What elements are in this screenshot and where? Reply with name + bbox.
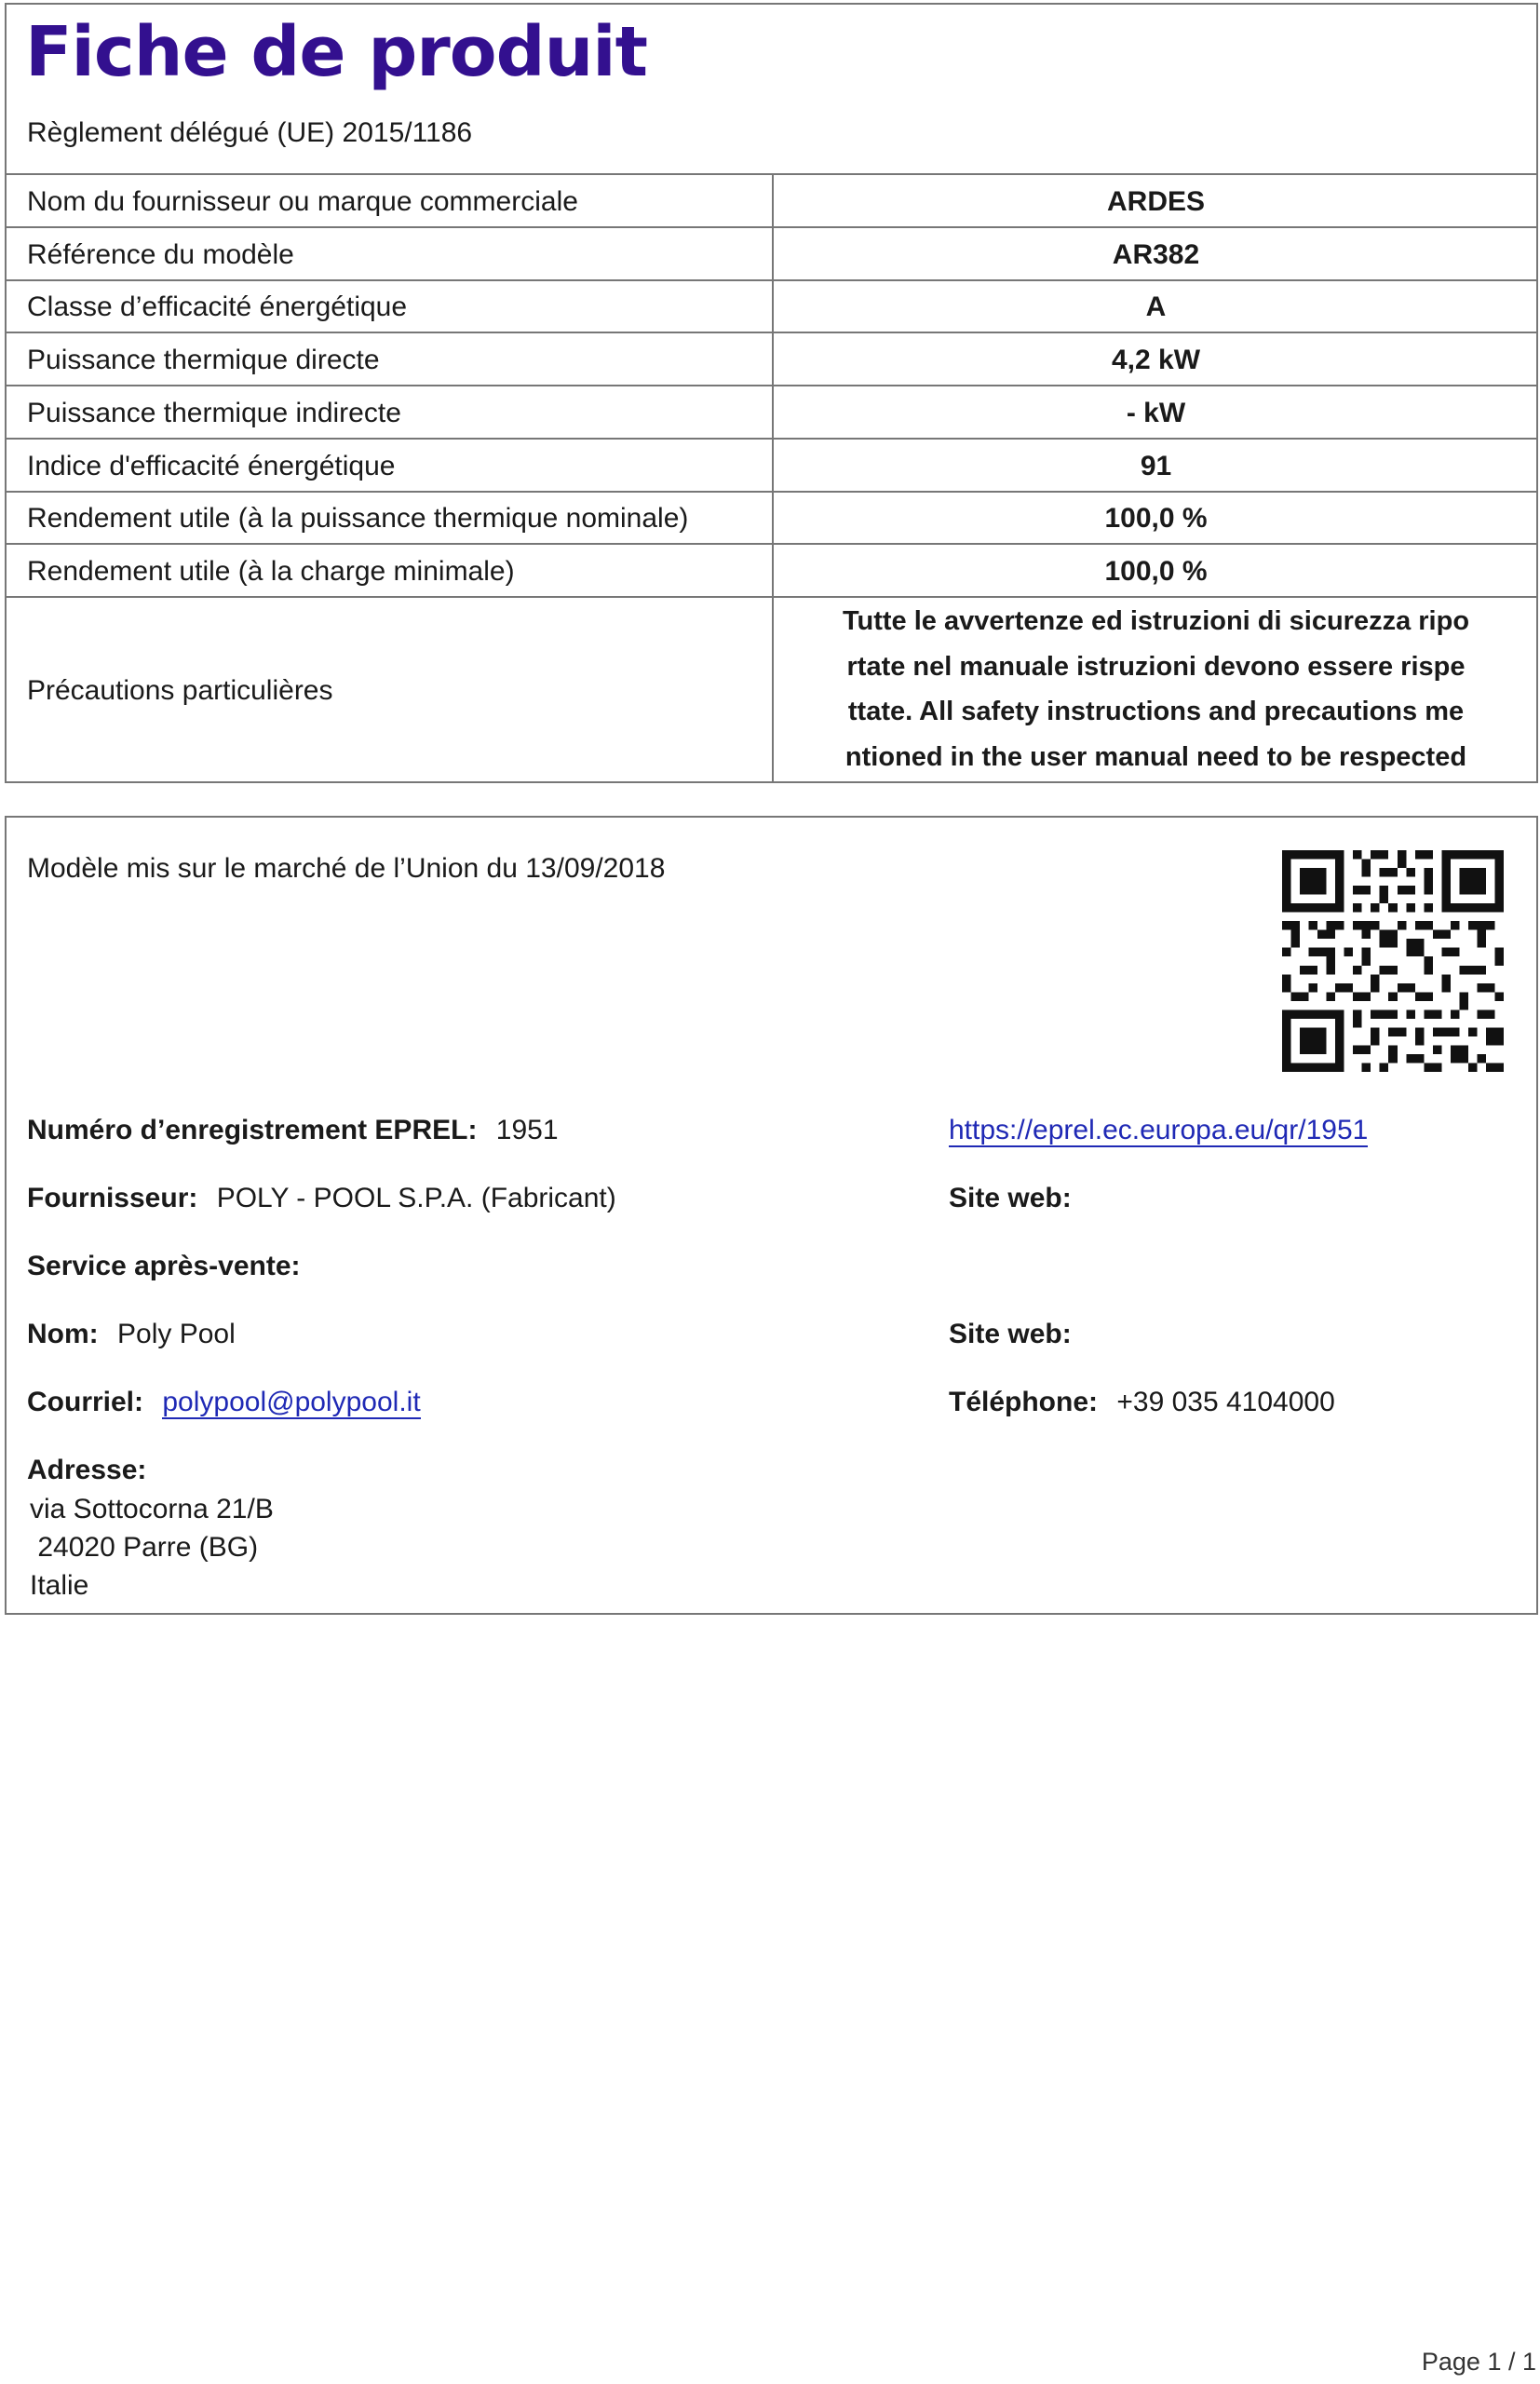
page-title: Fiche de produit — [25, 12, 648, 92]
precautions-line: rtate nel manuale istruzioni devono essere rispe — [846, 651, 1466, 682]
page-number: Page 1 / 1 — [1421, 2348, 1536, 2376]
spec-label: Classe d’efficacité énergétique — [27, 291, 408, 322]
address-label: Adresse: — [27, 1455, 147, 1485]
spec-value: 100,0 % — [1104, 556, 1208, 587]
spec-value: 100,0 % — [1104, 503, 1208, 534]
eprel-link-wrap — [949, 1112, 1368, 1149]
precautions-line: Tutte le avvertenze ed istruzioni di sicurezza ripo — [842, 606, 1470, 636]
website-label: Site web: — [949, 1319, 1072, 1349]
email-link[interactable]: polypool@polypool.it — [162, 1387, 421, 1417]
spec-value: AR382 — [1112, 239, 1200, 270]
address-line: 24020 Parre (BG) — [30, 1532, 259, 1563]
spec-label: Puissance thermique indirecte — [27, 398, 401, 428]
market-date: Modèle mis sur le marché de l’Union du 13/09/2018 — [27, 853, 666, 884]
address-line: via Sottocorna 21/B — [30, 1494, 274, 1524]
supplier-value: POLY - POOL S.P.A. (Fabricant) — [216, 1183, 616, 1213]
phone-label: Téléphone: — [949, 1387, 1099, 1417]
spec-label: Référence du modèle — [27, 239, 294, 270]
after-sales-label: Service après-vente: — [27, 1251, 301, 1281]
spec-value: 91 — [1140, 451, 1172, 481]
supplier-label: Fournisseur: — [27, 1183, 198, 1213]
phone-row — [949, 1384, 1335, 1421]
name-label: Nom: — [27, 1319, 99, 1349]
spec-label: Puissance thermique directe — [27, 345, 380, 375]
precautions-label: Précautions particulières — [27, 675, 333, 706]
supplier-row — [27, 1180, 616, 1217]
eprel-link[interactable]: https://eprel.ec.europa.eu/qr/1951 — [949, 1115, 1369, 1145]
supplier-info-box — [5, 816, 1538, 1615]
eprel-label: Numéro d’enregistrement EPREL: — [27, 1115, 478, 1145]
spec-value: 4,2 kW — [1111, 345, 1201, 375]
qr-code-icon — [1282, 850, 1504, 1072]
name-row — [27, 1316, 236, 1353]
product-sheet-table — [5, 3, 1538, 783]
name-value: Poly Pool — [117, 1319, 236, 1349]
email-row — [27, 1384, 421, 1421]
address-line: Italie — [30, 1570, 89, 1601]
spec-label: Rendement utile (à la charge minimale) — [27, 556, 515, 587]
email-label: Courriel: — [27, 1387, 144, 1417]
spec-value: A — [1145, 291, 1167, 322]
spec-value: - kW — [1126, 398, 1186, 428]
website-label: Site web: — [949, 1183, 1072, 1213]
spec-label: Indice d'efficacité énergétique — [27, 451, 396, 481]
phone-value: +39 035 4104000 — [1116, 1387, 1335, 1417]
precautions-line: ntioned in the user manual need to be respected — [844, 741, 1467, 772]
spec-label: Nom du fournisseur ou marque commerciale — [27, 186, 578, 217]
eprel-row — [27, 1112, 559, 1149]
precautions-text — [774, 599, 1538, 779]
spec-value: ARDES — [1106, 186, 1205, 217]
regulation-reference: Règlement délégué (UE) 2015/1186 — [27, 117, 473, 148]
eprel-number: 1951 — [495, 1115, 559, 1145]
spec-label: Rendement utile (à la puissance thermique nominale) — [27, 503, 689, 534]
precautions-line: ttate. All safety instructions and precautions me — [847, 697, 1465, 726]
